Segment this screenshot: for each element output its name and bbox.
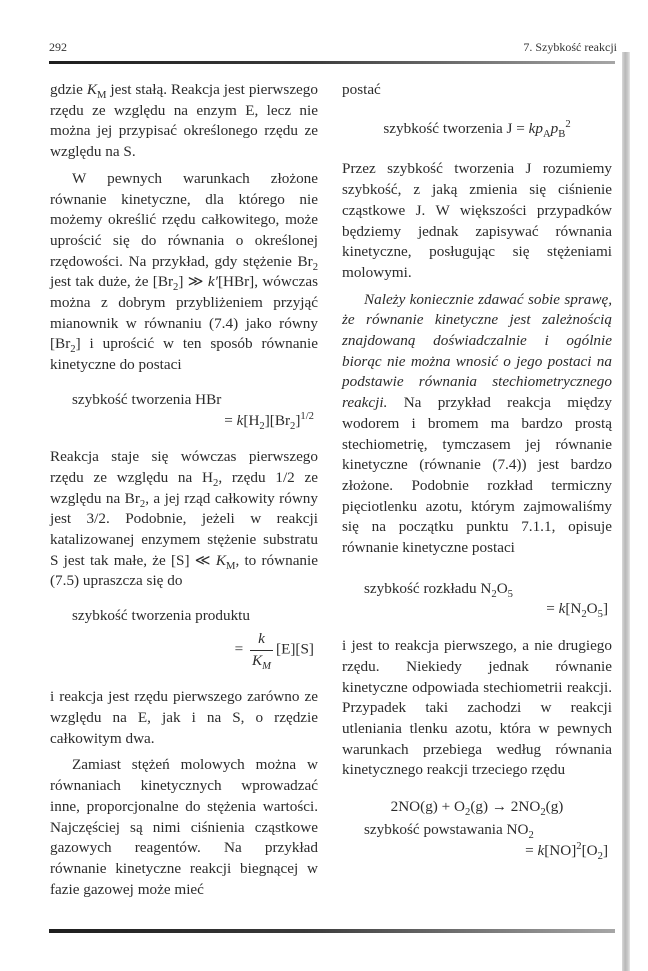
equation-hbr-rate: szybkość tworzenia HBr = $k[H_2][Br_2]^{1/2}$ xyxy=(72,390,314,432)
equation-no-oxidation: $2NO(g) + O_2(g) \to 2NO_2(g)$ xyxy=(390,798,564,819)
left-column xyxy=(50,80,318,900)
paragraph-reaction-order: Reakcja staje się wówczas pierwszego rzędu ze względu na $H_2$, rzędu 1/2 ze względu na $Br_2$, a jej rząd całkowity równy jest 3/2. Podobnie, jeżeli w reakcji katalizowanej enzymem stężenie substratu S jest tak małe, że [S] ≪ $K_M$, to równanie (7.5) upraszcza się do xyxy=(50,448,318,590)
paragraph-pressure-rate: Przez szybkość tworzenia J rozumiemy szybkość, z jaką zmienia się ciśnienie cząstkowe J. W większości przypadków będziemy jednak zapisywać równania kinetyczne, posługując się stężeniami molowymi. xyxy=(342,160,612,281)
paragraph-km-definition: gdzie $K_M$ jest stałą. Reakcja jest pierwszego rzędu ze względu na enzym E, lecz nie można jej przypisać określonego rzędu ze względu na S. xyxy=(50,81,318,161)
equation-n2o5-rate: szybkość rozkładu $N_2O_5$ = $k[N_2O_5]$ xyxy=(364,579,608,621)
footer-rule xyxy=(49,929,615,933)
chapter-title: 7. Szybkość reakcji xyxy=(523,40,617,54)
paragraph-empirical-law: Należy koniecznie zdawać sobie sprawę, że równanie kinetyczne jest zależnością znajdowaną doświadczalnie i ogólnie biorąc nie można wnosić o jego postaci na podstawie równania stechiometrycznego reakcji. Na przykład reakcja między wodorem i bromem ma bardzo prostą stechiometrię, tymczasem jej równanie kinetyczne (równanie (7.4)) jest bardzo złożone. Podobnie rozkład termiczny pięciotlenku azotu, którym zajmowaliśmy się na początku punktu 7.1.1, opisuje równanie kinetyczne postaci xyxy=(342,290,612,557)
right-column xyxy=(342,80,612,861)
paragraph-partial-pressures: Zamiast stężeń molowych można w równaniach kinetycznych wprowadzać inne, proporcjonalne do stężenia wartości. Najczęściej są nimi ciśnienia cząstkowe gazowych reagentów. Na przykład równanie kinetyczne reakcji biegnącej w fazie gazowej może mieć xyxy=(50,756,318,898)
paragraph-third-order: i jest to reakcja pierwszego, a nie drugiego rzędu. Niekiedy jednak równanie kinetyczne odpowiada stechiometrii reakcji. Przypadek taki zachodzi w reakcji utleniania tlenku azotu, która w pewnych warunkach przebiega według równania kinetycznego reakcji trzeciego rzędu xyxy=(342,637,612,779)
header-rule xyxy=(49,61,615,64)
paragraph-simplification: W pewnych warunkach złożone równanie kinetyczne, dla którego nie możemy określić rzędu całkowitego, może uprościć się do równania o określonej rzędowości. Na przykład, gdy stężenie $Br_2$ jest tak duże, że $[Br_2]$ ≫ k′[HBr], wówczas można z dobrym przybliżeniem przyjąć mianownik w równaniu (7.4) jako równy $[Br_2]$ i uprościć w ten sposób równanie kinetyczne do postaci xyxy=(50,169,318,374)
paragraph-second-order: i reakcja jest rzędu pierwszego zarówno ze względu na E, jak i na S, o rzędzie całkowitym dwa. xyxy=(50,688,318,747)
page-binding-edge xyxy=(622,52,630,971)
paragraph-postac: postać xyxy=(342,81,381,98)
page-number: 292 xyxy=(49,40,67,54)
running-header xyxy=(49,40,617,60)
equation-no2-rate: szybkość powstawania $NO_2$ = $k[NO]^2[O_2]$ xyxy=(364,820,608,862)
equation-product-rate: szybkość tworzenia produktu = $\frac{k}{K_M}$ [E][S] xyxy=(72,607,314,672)
equation-j-rate: szybkość tworzenia $J = kp_Ap_B^2$ xyxy=(383,118,571,140)
